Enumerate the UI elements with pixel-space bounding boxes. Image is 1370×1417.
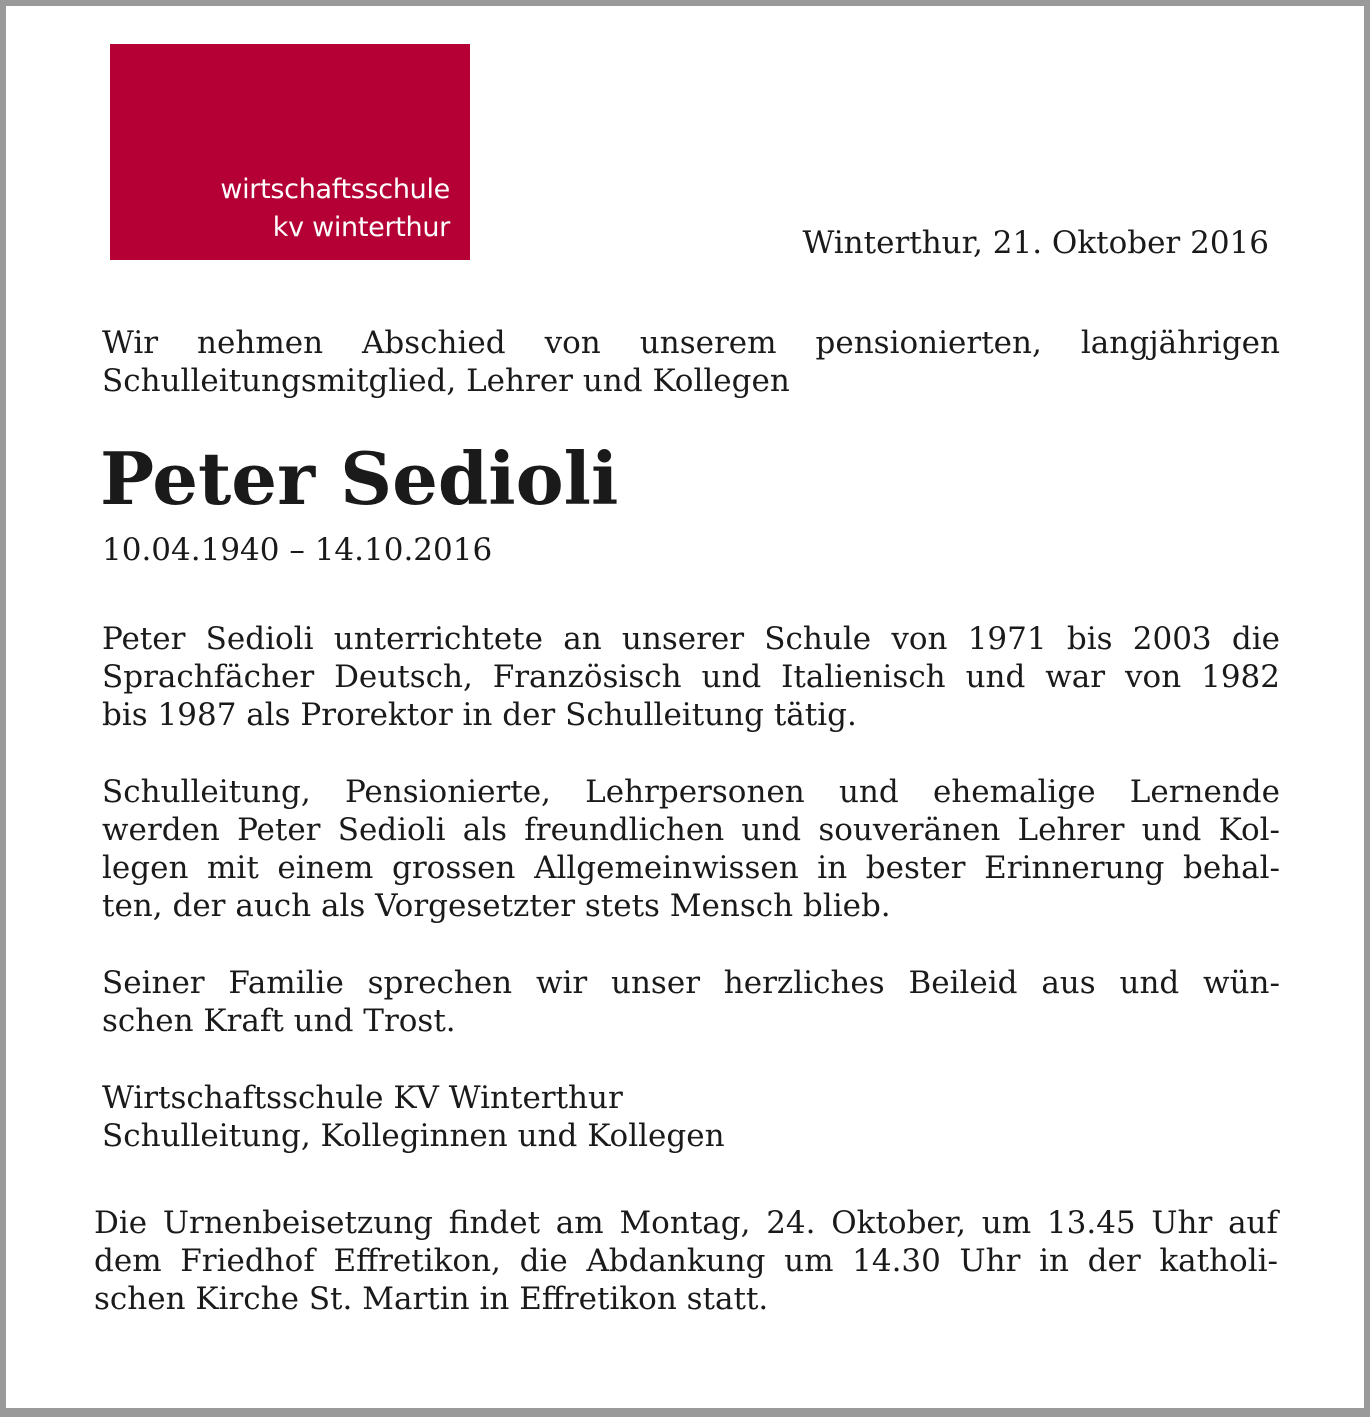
remembrance-line-3: legen mit einem grossen Allgemeinwissen in bester Erinnerung behal- bbox=[102, 850, 1280, 886]
intro-line-2: Schulleitungsmitglied, Lehrer und Kollegen bbox=[102, 363, 790, 399]
signature-block bbox=[102, 1079, 1280, 1155]
remembrance-line-1: Schulleitung, Pensionierte, Lehrpersonen und ehemalige Lernende bbox=[102, 774, 1280, 810]
remembrance-line-2: werden Peter Sedioli als freundlichen und souveränen Lehrer und Kol- bbox=[102, 812, 1280, 848]
deceased-name: Peter Sedioli bbox=[100, 436, 619, 521]
signature-line-1: Wirtschaftsschule KV Winterthur bbox=[102, 1080, 623, 1116]
burial-line-3: schen Kirche St. Martin in Effretikon statt. bbox=[94, 1281, 769, 1317]
career-paragraph bbox=[102, 620, 1280, 734]
intro-line-1: Wir nehmen Abschied von unserem pensionierten, langjährigen bbox=[102, 325, 1280, 361]
dateline: Winterthur, 21. Oktober 2016 bbox=[802, 225, 1269, 261]
career-line-3: bis 1987 als Prorektor in der Schulleitung tätig. bbox=[102, 697, 857, 733]
condolence-line-2: schen Kraft und Trost. bbox=[102, 1003, 456, 1039]
career-line-1: Peter Sedioli unterrichtete an unserer Schule von 1971 bis 2003 die bbox=[102, 621, 1280, 657]
career-line-2: Sprachfächer Deutsch, Französisch und Italienisch und war von 1982 bbox=[102, 659, 1280, 695]
signature-line-2: Schulleitung, Kolleginnen und Kollegen bbox=[102, 1118, 725, 1154]
burial-line-2: dem Friedhof Effretikon, die Abdankung um 14.30 Uhr in der katholi- bbox=[94, 1243, 1278, 1279]
burial-line-1: Die Urnenbeisetzung findet am Montag, 24. Oktober, um 13.45 Uhr auf bbox=[94, 1205, 1278, 1241]
burial-notice bbox=[94, 1204, 1278, 1318]
school-logo bbox=[110, 44, 470, 260]
condolence-line-1: Seiner Familie sprechen wir unser herzliches Beileid aus und wün- bbox=[102, 965, 1280, 1001]
lifespan-dates: 10.04.1940 – 14.10.2016 bbox=[102, 532, 493, 568]
logo-text-line-2: kv winterthur bbox=[272, 212, 450, 243]
condolence-paragraph bbox=[102, 964, 1280, 1040]
intro-text bbox=[102, 324, 1280, 400]
logo-text-line-1: wirtschaftsschule bbox=[220, 174, 450, 205]
remembrance-line-4: ten, der auch als Vorgesetzter stets Mensch blieb. bbox=[102, 888, 891, 924]
remembrance-paragraph bbox=[102, 773, 1280, 925]
